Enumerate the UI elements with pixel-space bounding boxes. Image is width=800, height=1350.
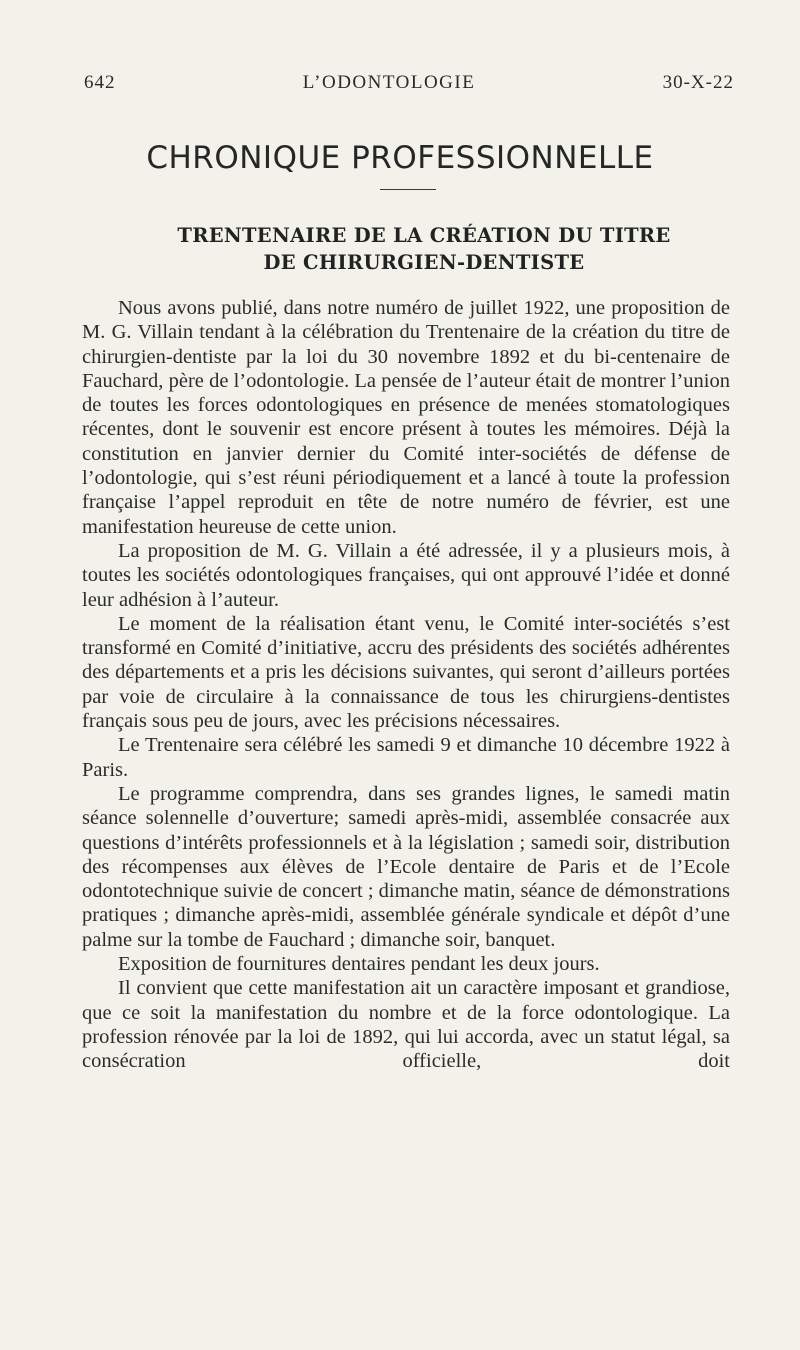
article-body: [82, 296, 730, 1074]
article-title-line-2: DE CHIRURGIEN-DENTISTE: [263, 251, 585, 274]
issue-date: 30-X-22: [662, 72, 734, 93]
title-divider: [380, 189, 436, 190]
paragraph-5: Le programme comprendra, dans ses grandes lignes, le samedi matin séance solennelle d’ouverture; samedi après-midi, assemblée consacrée aux questions d’intérêts professionnels et à la législation ; samedi soir, distribution des récompenses aux élèves de l’Ecole dentaire de Paris et de l’Ecole odontotechnique suivie de concert ; dimanche matin, séance de démonstrations pratiques ; dimanche après-midi, assemblée générale syndicale et dépôt d’une palme sur la tombe de Fauchard ; dimanche soir, banquet.: [82, 782, 730, 951]
running-header: [84, 72, 734, 94]
paragraph-6: Exposition de fournitures dentaires pendant les deux jours.: [118, 953, 600, 976]
journal-title: L’ODONTOLOGIE: [302, 72, 476, 93]
section-title: CHRONIQUE PROFESSIONNELLE: [146, 140, 654, 176]
paragraph-1: Nous avons publié, dans notre numéro de juillet 1922, une proposition de M. G. Villain tendant à la célébration du Trentenaire de la création du titre de chirurgien-dentiste par la loi du 30 novembre 1892 et du bi-centenaire de Fauchard, père de l’odontologie. La pensée de l’auteur était de montrer l’union de toutes les forces odontologiques en présence de menées stomatologiques récentes, dont le souvenir est encore présent à toutes les mémoires. Déjà la constitution en janvier dernier du Comité inter-sociétés de défense de l’odontologie, qui s’est réuni périodiquement et a lancé à toute la profession française l’appel reproduit en tête de notre numéro de février, est une manifestation heureuse de cette union.: [82, 297, 730, 538]
article-title-line-1: TRENTENAIRE DE LA CRÉATION DU TITRE: [177, 224, 671, 247]
paragraph-4: Le Trentenaire sera célébré les samedi 9 et dimanche 10 décembre 1922 à Paris.: [82, 734, 730, 781]
paragraph-3: Le moment de la réalisation étant venu, le Comité inter-sociétés s’est transformé en Comité d’initiative, accru des présidents des sociétés adhérentes des départements et a pris les décisions suivantes, qui seront d’ailleurs portées par voie de circulaire à la connaissance de tous les chirurgiens-dentistes français sous peu de jours, avec les précisions nécessaires.: [82, 612, 730, 733]
paragraph-7: Il convient que cette manifestation ait un caractère imposant et grandiose, que ce soit la manifestation du nombre et de la force odontologique. La profession rénovée par la loi de 1892, qui lui accorda, avec un statut légal, sa consécration officielle, doit: [82, 977, 730, 1073]
article-title: [80, 222, 768, 276]
page-number: 642: [84, 72, 116, 93]
paragraph-2: La proposition de M. G. Villain a été adressée, il y a plusieurs mois, à toutes les sociétés odontologiques françaises, qui ont approuvé l’idée et donné leur adhésion à l’auteur.: [82, 539, 730, 611]
